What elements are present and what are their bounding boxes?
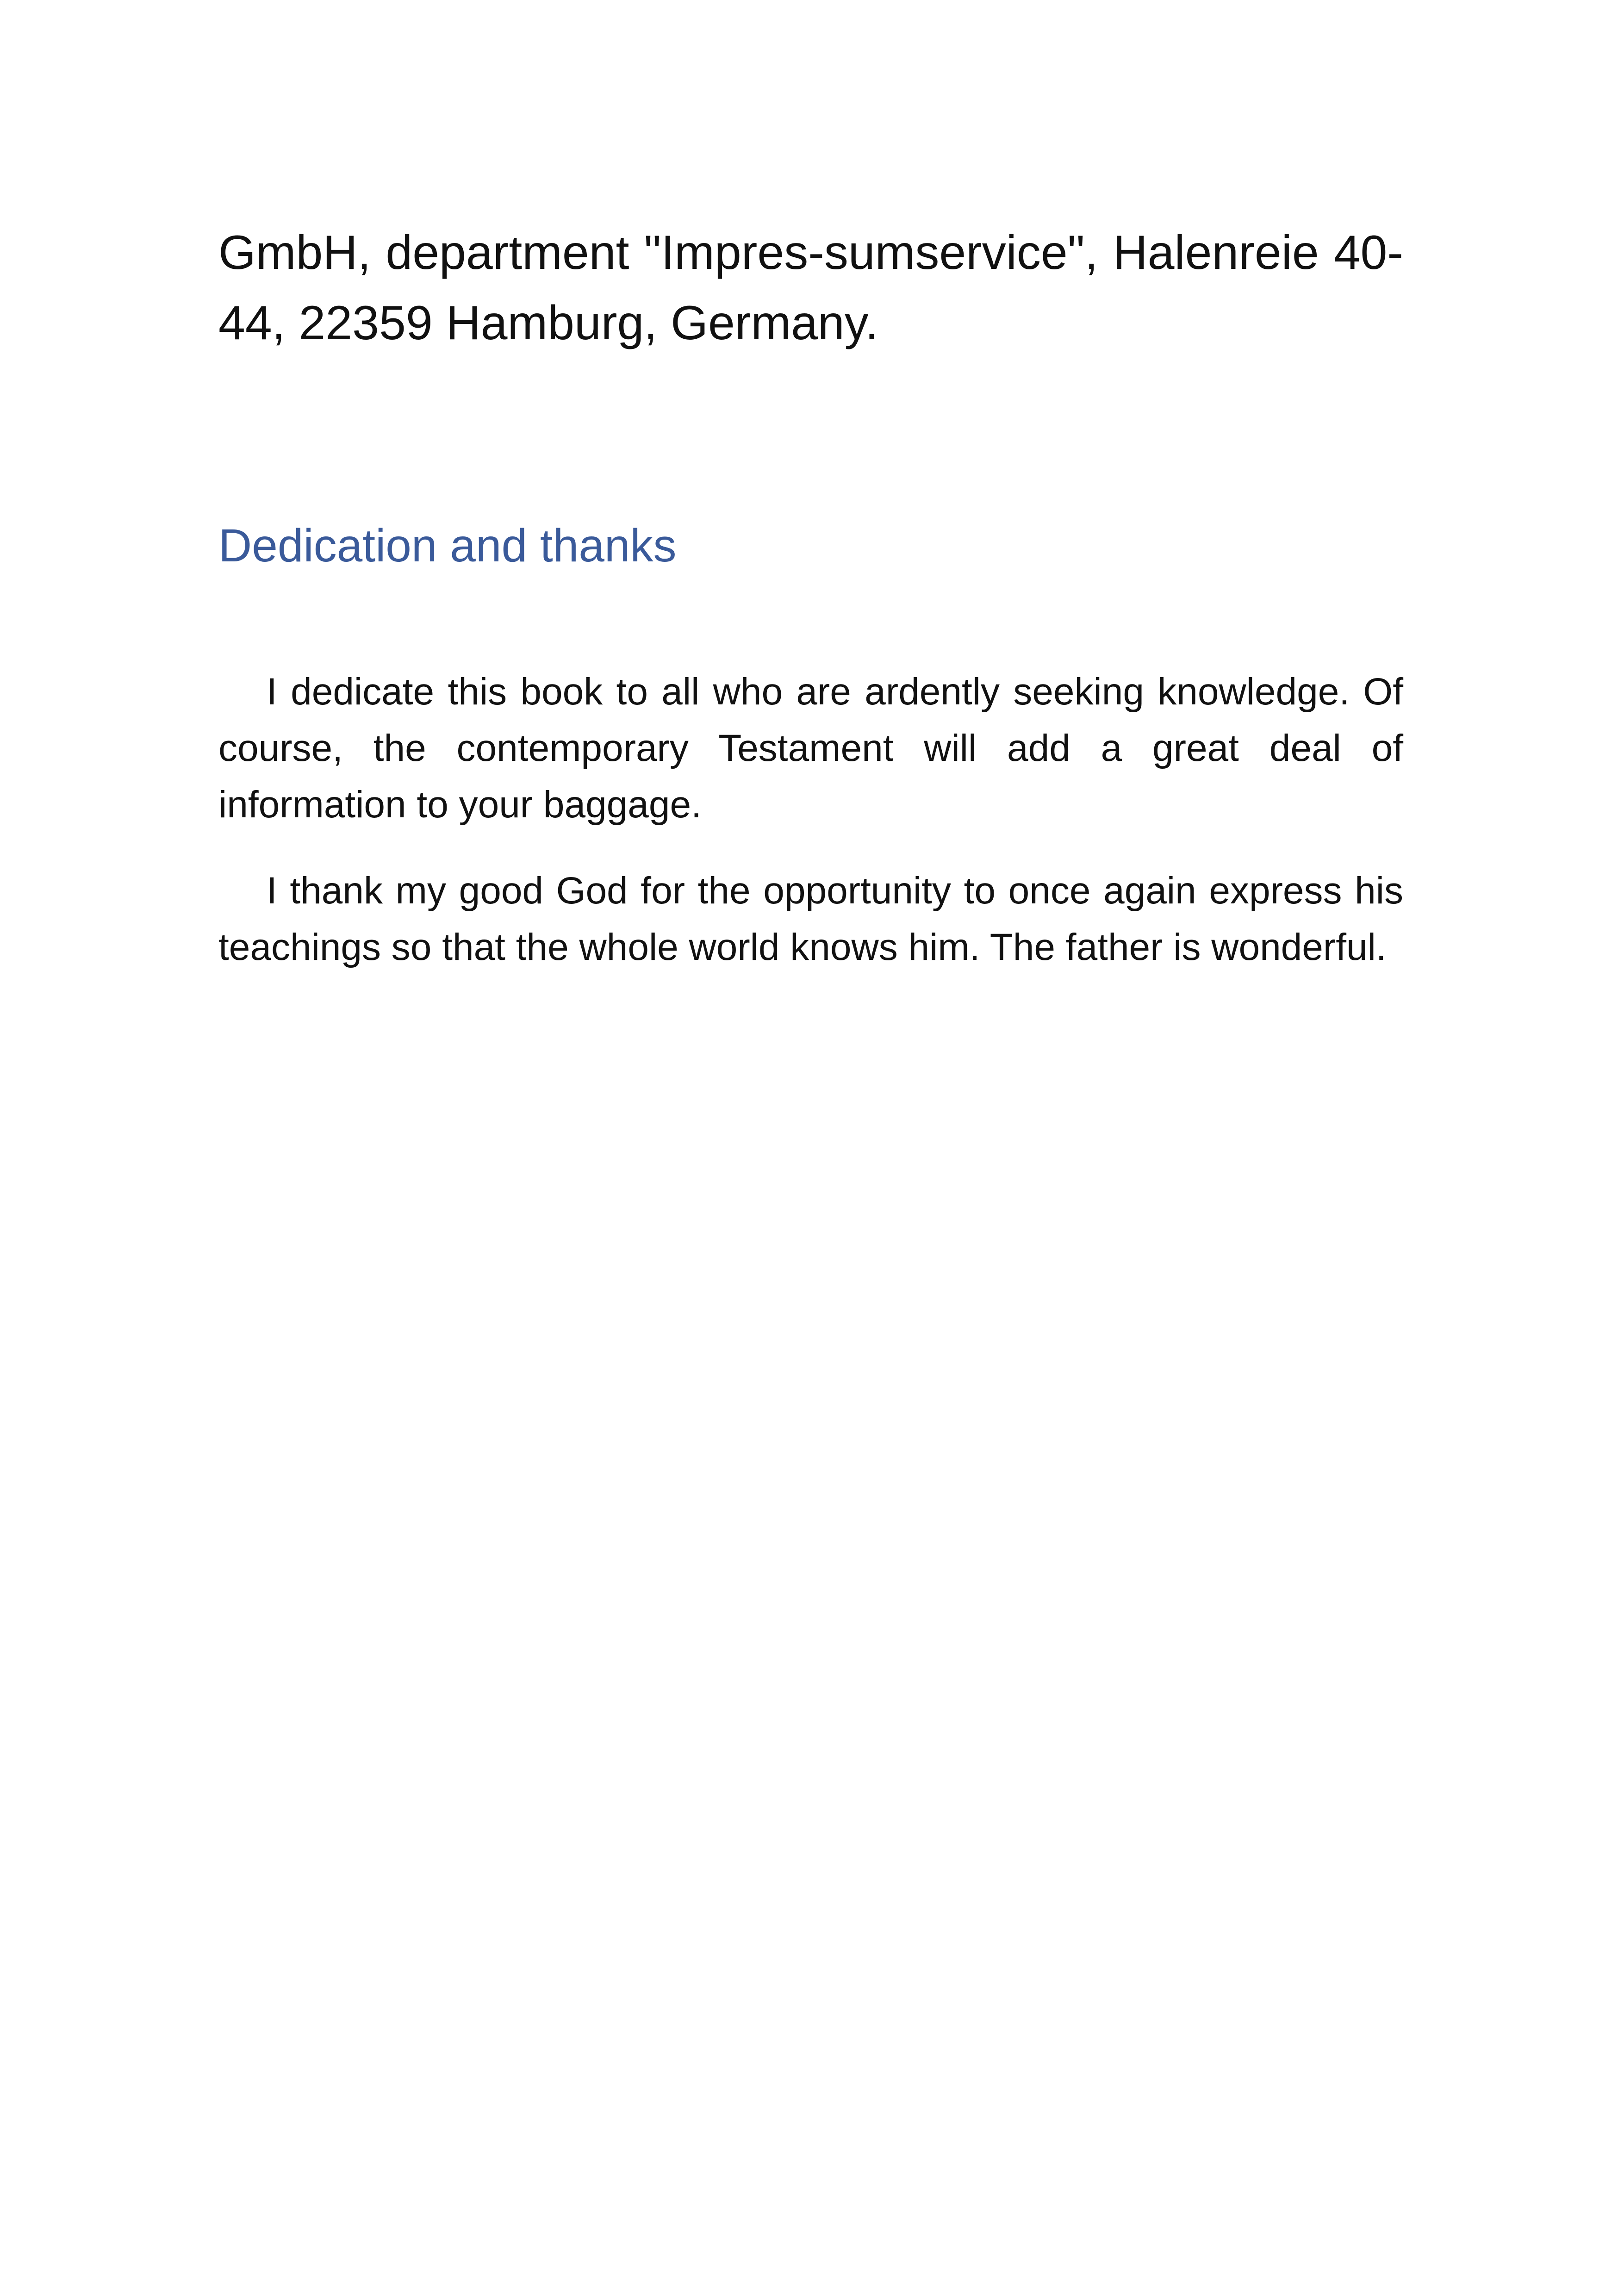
section-body xyxy=(218,664,1403,976)
page-content xyxy=(218,218,1403,1005)
publisher-address: GmbH, department "Impres-sumservice", Halenreie 40-44, 22359 Hamburg, Germany. xyxy=(218,226,1403,350)
thanks-paragraph: I thank my good God for the opportunity to once again express his teachings so that the whole world knows him. The father is wonderful. xyxy=(218,870,1403,968)
dedication-paragraph: I dedicate this book to all who are ardently seeking knowledge. Of course, the contemporary Testament will add a great deal of information to your baggage. xyxy=(218,671,1403,826)
section-heading: Dedication and thanks xyxy=(218,520,677,572)
